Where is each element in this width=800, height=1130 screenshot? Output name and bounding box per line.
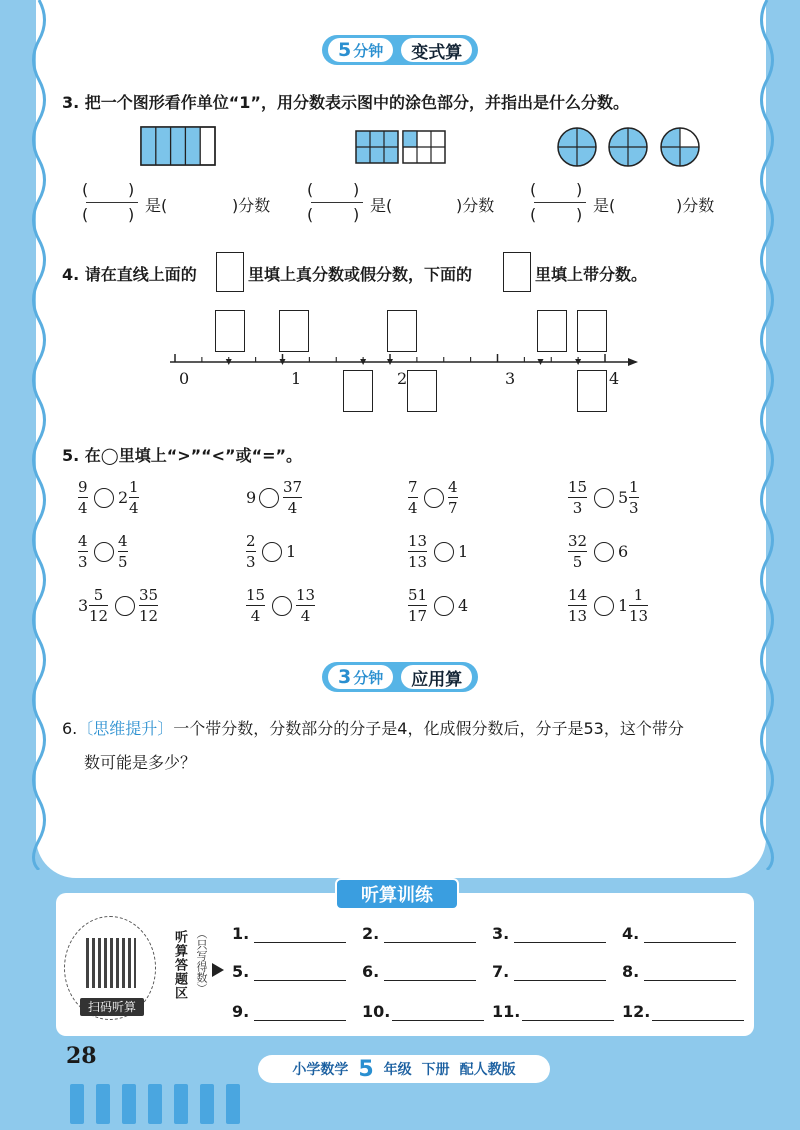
tick-label-1: 1	[291, 369, 302, 388]
answer-line[interactable]	[644, 942, 736, 943]
answer-number: 7.	[492, 962, 510, 981]
compare-circle[interactable]	[272, 596, 292, 616]
denominator: 4	[300, 607, 311, 625]
question-4-prefix: 4. 请在直线上面的	[62, 265, 197, 284]
play-arrow-icon	[212, 963, 224, 977]
answer-line[interactable]	[254, 980, 346, 981]
numerator: 13	[408, 532, 428, 550]
question-5-text: 5. 在◯里填上“>”“<”或“=”。	[62, 446, 303, 465]
answer-number: 1.	[232, 924, 250, 943]
denominator: 17	[408, 607, 428, 625]
tick-label-4: 4	[609, 369, 620, 388]
fraction-bar	[139, 605, 158, 606]
compare-circle[interactable]	[434, 542, 454, 562]
answer-number: 3.	[492, 924, 510, 943]
fraction-bar	[89, 605, 108, 606]
fraction	[246, 586, 265, 625]
denominator: 13	[629, 607, 649, 625]
fraction	[283, 478, 302, 517]
fraction	[129, 478, 139, 517]
q3-figure-circles	[556, 126, 704, 168]
numerator: 2	[246, 532, 256, 550]
denominator: 3	[78, 553, 88, 571]
denominator: 13	[568, 607, 588, 625]
answer-line[interactable]	[254, 1020, 346, 1021]
answer-number: 8.	[622, 962, 640, 981]
whole-number: 1	[458, 542, 469, 561]
whole-number: 5	[618, 488, 629, 507]
book-info-bar: 小学数学 5 年级 下册 配人教版	[258, 1055, 550, 1083]
denominator: 4	[408, 499, 418, 517]
fraction-bar	[568, 605, 587, 606]
compare-circle[interactable]	[594, 488, 614, 508]
fraction-bar	[408, 497, 418, 498]
answer-area-label: 听算答题区	[172, 930, 187, 1000]
bottom-decoration	[70, 1084, 250, 1124]
compare-circle[interactable]	[259, 488, 279, 508]
left-wave-border	[28, 0, 50, 870]
numerator: 7	[408, 478, 418, 496]
question-4-mid: 里填上真分数或假分数，下面的	[248, 265, 473, 284]
fraction-bar	[78, 497, 88, 498]
q4-answer-box-top[interactable]	[279, 310, 309, 352]
answer-area-note: （只写得数）	[195, 928, 208, 994]
tick-label-3: 3	[505, 369, 516, 388]
q4-sample-box-bottom	[503, 252, 531, 292]
denominator: 5	[118, 553, 128, 571]
question-4-suffix: 里填上带分数。	[535, 265, 648, 284]
answer-number: 9.	[232, 1002, 250, 1021]
fraction	[629, 478, 639, 517]
denominator: 7	[448, 499, 458, 517]
fraction	[78, 478, 88, 517]
tick-label-0: 0	[179, 369, 190, 388]
answer-line[interactable]	[254, 942, 346, 943]
fraction	[568, 478, 587, 517]
tick-label-2: 2	[397, 369, 408, 388]
whole-number: 1	[618, 596, 629, 615]
q4-answer-box-top[interactable]	[215, 310, 245, 352]
numerator: 15	[246, 586, 266, 604]
q4-answer-box-bottom[interactable]	[577, 370, 607, 412]
section-badge-application	[322, 662, 478, 692]
denominator: 4	[78, 499, 88, 517]
answer-line[interactable]	[514, 980, 606, 981]
compare-circle[interactable]	[94, 542, 114, 562]
q3-figure-squares	[355, 130, 447, 164]
section-timer: 5 分钟	[328, 38, 393, 62]
q4-answer-box-bottom[interactable]	[407, 370, 437, 412]
fraction	[568, 586, 587, 625]
fraction	[448, 478, 458, 517]
fraction-bar	[118, 551, 128, 552]
numerator: 14	[568, 586, 588, 604]
answer-number: 6.	[362, 962, 380, 981]
compare-circle[interactable]	[594, 596, 614, 616]
numerator: 5	[93, 586, 104, 604]
whole-number: 1	[286, 542, 297, 561]
compare-circle[interactable]	[262, 542, 282, 562]
fraction-bar	[408, 551, 427, 552]
fraction	[408, 586, 427, 625]
section-badge-variant	[322, 35, 478, 65]
section-timer: 3 分钟	[328, 665, 393, 689]
numerator: 51	[408, 586, 428, 604]
fraction-bar	[296, 605, 315, 606]
thinking-tag: 〔思维提升〕	[77, 719, 174, 738]
numerator: 4	[448, 478, 458, 496]
fraction-bar	[448, 497, 458, 498]
numerator: 1	[129, 478, 139, 496]
page-number: 28	[66, 1043, 97, 1069]
fraction	[296, 586, 315, 625]
fraction	[78, 532, 88, 571]
numerator: 4	[118, 532, 128, 550]
answer-number: 12.	[622, 1002, 651, 1021]
answer-number: 11.	[492, 1002, 521, 1021]
denominator: 3	[246, 553, 256, 571]
compare-circle[interactable]	[115, 596, 135, 616]
numerator: 1	[629, 478, 639, 496]
q4-answer-box-bottom[interactable]	[343, 370, 373, 412]
numerator: 13	[296, 586, 316, 604]
q4-sample-box-top	[216, 252, 244, 292]
denominator: 4	[250, 607, 261, 625]
fraction-bar	[246, 551, 256, 552]
numerator: 15	[568, 478, 588, 496]
fraction	[89, 586, 108, 625]
denominator: 12	[89, 607, 109, 625]
fraction	[139, 586, 158, 625]
fraction	[568, 532, 587, 571]
numerator: 4	[78, 532, 88, 550]
q4-answer-box-top[interactable]	[577, 310, 607, 352]
fraction-bar	[568, 551, 587, 552]
denominator: 4	[129, 499, 139, 517]
fraction-bar	[408, 605, 427, 606]
answer-line[interactable]	[644, 980, 736, 981]
axis-arrow-icon	[628, 358, 638, 366]
whole-number: 2	[118, 488, 129, 507]
qr-label: 扫码听算	[80, 998, 144, 1016]
question-6-line-2: 数可能是多少？	[84, 753, 197, 772]
denominator: 5	[572, 553, 583, 571]
fraction-bar	[246, 605, 265, 606]
numerator: 37	[283, 478, 303, 496]
numerator: 9	[78, 478, 88, 496]
numerator: 35	[139, 586, 159, 604]
fraction	[408, 532, 427, 571]
fraction-bar	[629, 605, 648, 606]
q4-answer-box-top[interactable]	[387, 310, 417, 352]
answer-line[interactable]	[384, 980, 476, 981]
denominator: 12	[139, 607, 159, 625]
q4-answer-box-top[interactable]	[537, 310, 567, 352]
answer-line[interactable]	[652, 1020, 744, 1021]
whole-number: 3	[78, 596, 89, 615]
answer-line[interactable]	[522, 1020, 614, 1021]
denominator: 3	[572, 499, 583, 517]
fraction	[629, 586, 648, 625]
question-3-text: 3. 把一个图形看作单位“1”，用分数表示图中的涂色部分，并指出是什么分数。	[62, 93, 629, 112]
numerator: 32	[568, 532, 588, 550]
answer-line[interactable]	[514, 942, 606, 943]
qr-code-icon[interactable]	[86, 938, 136, 988]
answer-number: 4.	[622, 924, 640, 943]
fraction	[246, 532, 256, 571]
fraction-bar	[629, 497, 639, 498]
question-6-line-1: 6.〔思维提升〕一个带分数，分数部分的分子是4，化成假分数后，分子是53，这个带分	[62, 719, 684, 738]
compare-circle[interactable]	[424, 488, 444, 508]
answer-line[interactable]	[392, 1020, 484, 1021]
fraction-bar	[568, 497, 587, 498]
right-wave-border	[756, 0, 778, 870]
denominator: 4	[287, 499, 298, 517]
numerator: 1	[633, 586, 644, 604]
q3-figure-rectangle	[140, 126, 216, 166]
listening-title: 听算训练	[335, 878, 459, 910]
section-title: 应用算	[401, 665, 472, 689]
compare-circle[interactable]	[434, 596, 454, 616]
compare-circle[interactable]	[94, 488, 114, 508]
fraction-bar	[78, 551, 88, 552]
answer-number: 2.	[362, 924, 380, 943]
answer-number: 5.	[232, 962, 250, 981]
fraction	[408, 478, 418, 517]
answer-number: 10.	[362, 1002, 391, 1021]
whole-number: 6	[618, 542, 629, 561]
section-title: 变式算	[401, 38, 472, 62]
fraction-bar	[129, 497, 139, 498]
denominator: 3	[629, 499, 639, 517]
fraction	[118, 532, 128, 571]
fraction-bar	[283, 497, 302, 498]
whole-number: 4	[458, 596, 469, 615]
answer-line[interactable]	[384, 942, 476, 943]
compare-circle[interactable]	[594, 542, 614, 562]
denominator: 13	[408, 553, 428, 571]
whole-number: 9	[246, 488, 257, 507]
